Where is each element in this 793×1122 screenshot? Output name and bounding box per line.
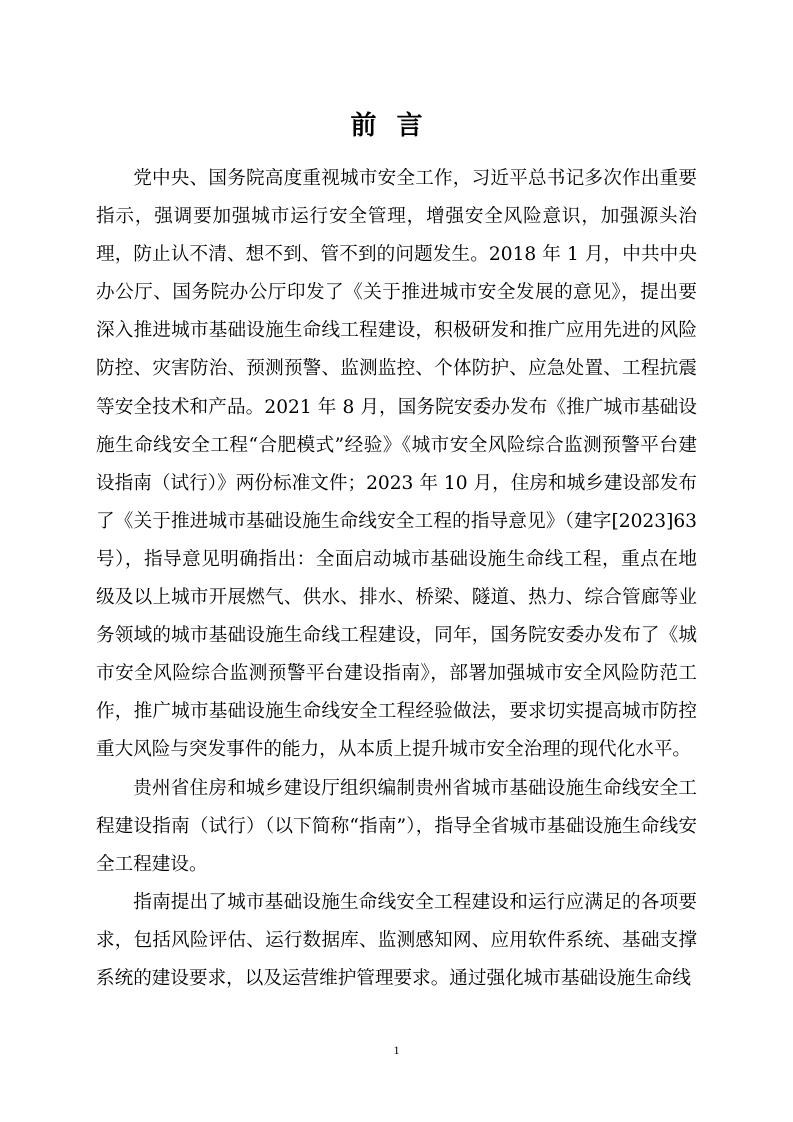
paragraph-background: 党中央、国务院高度重视城市安全工作，习近平总书记多次作出重要指示，强调要加强城市运行安全管理，增强安全风险意识，加强源头治理，防止认不清、想不到、管不到的问题发生。2018 年 1 月，中共中央办公厅、国务院办公厅印发了《关于推进城市安全发展的意见》，提出要深入推进城市基础设施生命线工程建设，积极研发和推广应用先进的风险防控、灾害防治、预测预警、监测监控、个体防护、应急处置、工程抗震等安全技术和产品。2021 年 8 月，国务院安委办发布《推广城市基础设施生命线安全工程“合肥模式”经验》《城市安全风险综合监测预警平台建设指南（试行）》两份标准文件；2023 年 10 月，住房和城乡建设部发布了《关于推进城市基础设施生命线安全工程的指导意见》（建字[2023]63 号），指导意见明确指出：全面启动城市基础设施生命线工程，重点在地级及以上城市开展燃气、供水、排水、桥梁、隧道、热力、综合管廊等业务领域的城市基础设施生命线工程建设，同年，国务院安委办发布了《城市安全风险综合监测预警平台建设指南》，部署加强城市安全风险防范工作，推广城市基础设施生命线安全工程经验做法，要求切实提高城市防控重大风险与突发事件的能力，从本质上提升城市安全治理的现代化水平。 xyxy=(96,168,697,761)
paragraph-organization: 贵州省住房和城乡建设厅组织编制贵州省城市基础设施生命线安全工程建设指南（试行）（以下简称“指南”），指导全省城市基础设施生命线安全工程建设。 xyxy=(96,777,697,875)
page-title: 前言 xyxy=(350,111,443,141)
paragraph-scope: 指南提出了城市基础设施生命线安全工程建设和运行应满足的各项要求，包括风险评估、运行数据库、监测感知网、应用软件系统、基础支撑系统的建设要求，以及运营维护管理要求。通过强化城市基础设施生命线 xyxy=(96,891,697,989)
body-text xyxy=(96,160,697,998)
page-number: 1 xyxy=(393,1043,400,1057)
